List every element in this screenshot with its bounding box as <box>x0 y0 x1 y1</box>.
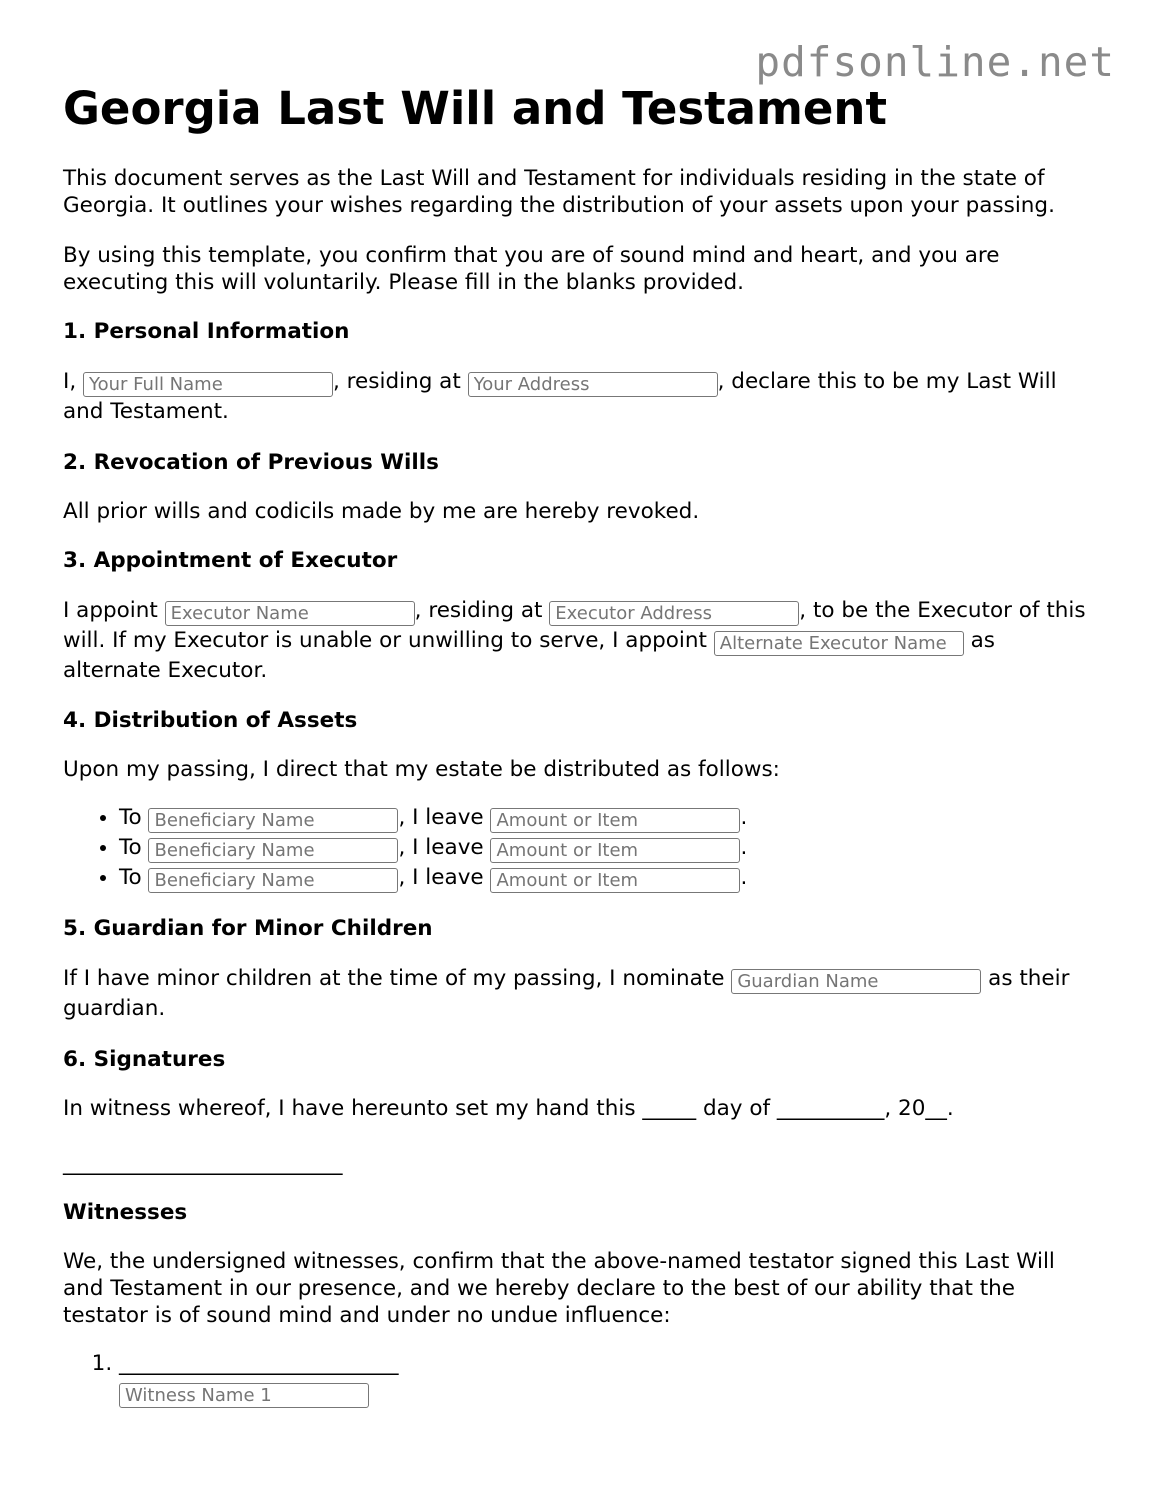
section-heading-distribution: 4. Distribution of Assets <box>63 708 358 733</box>
text: If I have minor children at the time of my passing, I nominate <box>63 966 732 991</box>
section-heading-personal-info: 1. Personal Information <box>63 319 350 344</box>
text: , I leave <box>398 865 491 890</box>
full-name-input[interactable] <box>83 372 333 397</box>
witness-list <box>63 1350 1088 1408</box>
text: To <box>119 805 149 830</box>
beneficiary-list <box>63 803 1088 893</box>
witness-name-input-1[interactable] <box>119 1383 369 1408</box>
page-title: Georgia Last Will and Testament <box>63 82 887 135</box>
section-heading-witnesses: Witnesses <box>63 1199 188 1225</box>
guardian-name-input[interactable] <box>731 969 981 994</box>
watermark-logo: pdfsonline.net <box>755 38 1115 86</box>
address-input[interactable] <box>468 372 718 397</box>
text: as alternate Executor. <box>63 627 995 683</box>
list-item <box>119 1350 1088 1408</box>
text: I appoint <box>63 597 165 623</box>
beneficiary-name-input-2[interactable] <box>148 838 398 863</box>
list-item <box>119 803 1088 833</box>
text: To <box>119 865 149 890</box>
section-heading-executor: 3. Appointment of Executor <box>63 547 398 573</box>
personal-info-paragraph <box>63 367 1088 427</box>
witnesses-paragraph: We, the undersigned witnesses, confirm that the above-named testator signed this Last Will and Testament in our presence, and we hereby declare to the best of our ability that the testator is of sound mind and under no undue influence: <box>63 1248 1055 1328</box>
text: as their guardian. <box>63 966 1070 1021</box>
section-heading-guardian: 5. Guardian for Minor Children <box>63 916 433 941</box>
witness-signature-line: 1. __________________________ <box>119 1350 399 1376</box>
text: , declare this to be my Last Will and Testament. <box>63 369 1057 424</box>
beneficiary-name-input-1[interactable] <box>148 808 398 833</box>
amount-input-2[interactable] <box>490 838 740 863</box>
text: . <box>740 865 748 890</box>
intro-paragraph-1: This document serves as the Last Will and Testament for individuals residing in the state of Georgia. It outlines your wishes regarding the distribution of your assets upon your passing. <box>63 166 1055 218</box>
text: I, <box>63 369 84 394</box>
signature-line: __________________________ <box>63 1150 343 1176</box>
alternate-executor-input[interactable] <box>714 631 964 656</box>
text: , I leave <box>398 805 491 830</box>
text: . <box>740 805 748 830</box>
executor-paragraph <box>63 596 1088 686</box>
text: , to be the Executor of this will. If my Executor is unable or unwilling to serve, I appoint <box>63 597 1086 653</box>
text: To <box>119 835 149 860</box>
text: , residing at <box>333 369 468 394</box>
revocation-paragraph: All prior wills and codicils made by me are hereby revoked. <box>63 498 700 524</box>
list-item <box>119 833 1088 863</box>
executor-name-input[interactable] <box>165 601 415 626</box>
amount-input-1[interactable] <box>490 808 740 833</box>
section-heading-signatures: 6. Signatures <box>63 1046 226 1072</box>
guardian-paragraph <box>63 964 1088 1024</box>
distribution-paragraph: Upon my passing, I direct that my estate be distributed as follows: <box>63 757 780 782</box>
text: , I leave <box>398 835 491 860</box>
amount-input-3[interactable] <box>490 868 740 893</box>
intro-paragraph-2: By using this template, you confirm that you are of sound mind and heart, and you are executing this will voluntarily. Please fill in the blanks provided. <box>63 243 1000 295</box>
beneficiary-name-input-3[interactable] <box>148 868 398 893</box>
text: . <box>740 835 748 860</box>
section-heading-revocation: 2. Revocation of Previous Wills <box>63 449 439 475</box>
signature-date-paragraph: In witness whereof, I have hereunto set my hand this _____ day of __________, 20__. <box>63 1095 954 1121</box>
list-item <box>119 863 1088 893</box>
text: , residing at <box>414 597 550 623</box>
executor-address-input[interactable] <box>549 601 799 626</box>
witness-field-wrapper <box>119 1379 1088 1408</box>
document-page <box>63 78 1088 1408</box>
